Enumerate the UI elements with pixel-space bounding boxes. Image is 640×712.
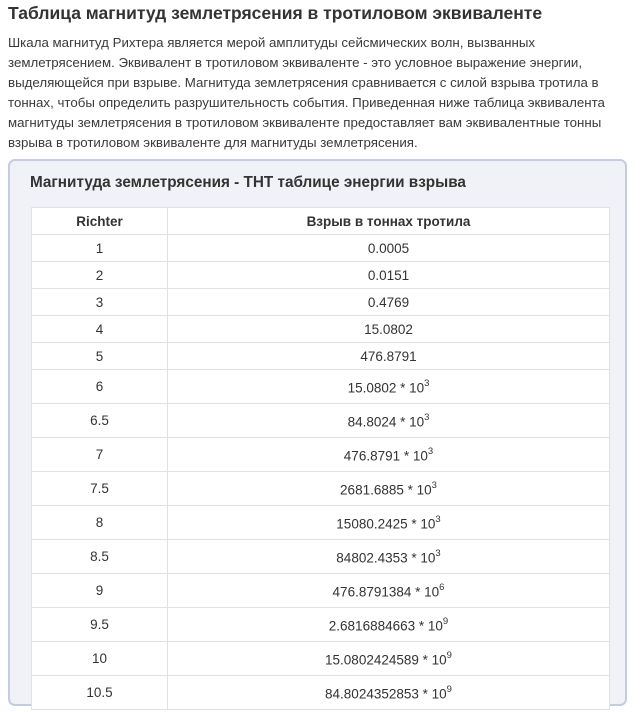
tnt-exponent: 3: [435, 548, 441, 560]
tnt-mantissa: 84.8024352853 * 10: [325, 686, 447, 702]
richter-cell: 6.5: [32, 404, 168, 438]
richter-cell: 1: [32, 235, 168, 262]
tnt-cell: [168, 404, 610, 438]
intro-paragraph: Шкала магнитуд Рихтера является мерой амплитуды сейсмических волн, вызванных землетрясением. Эквивалент в тротиловом эквиваленте - это условное выражение энергии, выделяющейся при взрыве. Магнитуда землетрясения сравнивается с силой взрыва тротила в тоннах, чтобы определить разрушительность события. Приведенная ниже таблица эквивалента магнитуды землетрясения в тротиловом эквиваленте предоставляет вам эквивалентные тонны взрыва в тротиловом эквиваленте для магнитуды землетрясения.: [8, 35, 605, 150]
table-row: [32, 472, 610, 506]
tnt-exponent: 3: [424, 412, 430, 424]
richter-cell: 6: [32, 370, 168, 404]
tnt-cell: 476.8791: [168, 343, 610, 370]
tnt-exponent: 9: [446, 684, 452, 696]
table-header-row: [32, 208, 610, 235]
richter-cell: 10: [32, 642, 168, 676]
table-row: [32, 676, 610, 710]
table-row: [32, 235, 610, 262]
table-row: [32, 642, 610, 676]
table-row: [32, 438, 610, 472]
richter-cell: 4: [32, 316, 168, 343]
tnt-column-header: Взрыв в тоннах тротила: [168, 208, 610, 235]
tnt-cell: [168, 472, 610, 506]
tnt-exponent: 6: [439, 582, 445, 594]
tnt-mantissa: 15080.2425 * 10: [336, 516, 436, 532]
richter-cell: 5: [32, 343, 168, 370]
tnt-cell: 0.0005: [168, 235, 610, 262]
tnt-cell: 15.0802: [168, 316, 610, 343]
table-row: [32, 506, 610, 540]
tnt-cell: 0.4769: [168, 289, 610, 316]
richter-cell: 3: [32, 289, 168, 316]
tnt-cell: [168, 370, 610, 404]
richter-column-header: Richter: [32, 208, 168, 235]
tnt-cell: [168, 506, 610, 540]
tnt-mantissa: 84802.4353 * 10: [336, 550, 436, 566]
table-title: Магнитуда землетрясения - ТНТ таблице энергии взрыва: [30, 174, 466, 191]
tnt-mantissa: 2681.6885 * 10: [340, 482, 432, 498]
tnt-mantissa: 84.8024 * 10: [347, 414, 425, 430]
tnt-cell: [168, 608, 610, 642]
tnt-mantissa: 2.6816884663 * 10: [328, 618, 443, 634]
richter-cell: 7.5: [32, 472, 168, 506]
table-row: [32, 370, 610, 404]
tnt-cell: [168, 574, 610, 608]
tnt-exponent: 3: [431, 480, 437, 492]
tnt-cell: [168, 642, 610, 676]
table-row: [32, 343, 610, 370]
tnt-exponent: 3: [427, 446, 434, 458]
richter-cell: 9: [32, 574, 168, 608]
tnt-mantissa: 15.0802424589 * 10: [325, 652, 447, 668]
tnt-mantissa: 476.8791384 * 10: [332, 584, 440, 600]
tnt-exponent: 3: [435, 514, 441, 526]
table-row: [32, 316, 610, 343]
tnt-cell: [168, 540, 610, 574]
tnt-mantissa: 15.0802 * 10: [347, 380, 425, 396]
richter-cell: 8.5: [32, 540, 168, 574]
tnt-mantissa: 476.8791 * 10: [343, 448, 428, 464]
tnt-exponent: 3: [424, 378, 430, 390]
tnt-cell: [168, 676, 610, 710]
tnt-cell: [168, 438, 610, 472]
richter-cell: 9.5: [32, 608, 168, 642]
table-row: [32, 608, 610, 642]
richter-cell: 2: [32, 262, 168, 289]
tnt-cell: 0.0151: [168, 262, 610, 289]
richter-cell: 7: [32, 438, 168, 472]
magnitude-table: [31, 207, 610, 710]
table-card: [8, 159, 627, 706]
tnt-exponent: 9: [442, 616, 449, 628]
table-row: [32, 262, 610, 289]
richter-cell: 8: [32, 506, 168, 540]
richter-cell: 10.5: [32, 676, 168, 710]
table-row: [32, 404, 610, 438]
table-row: [32, 289, 610, 316]
page-title: Таблица магнитуд землетрясения в тротиловом эквиваленте: [8, 3, 543, 23]
tnt-exponent: 9: [446, 650, 452, 662]
table-row: [32, 574, 610, 608]
table-row: [32, 540, 610, 574]
